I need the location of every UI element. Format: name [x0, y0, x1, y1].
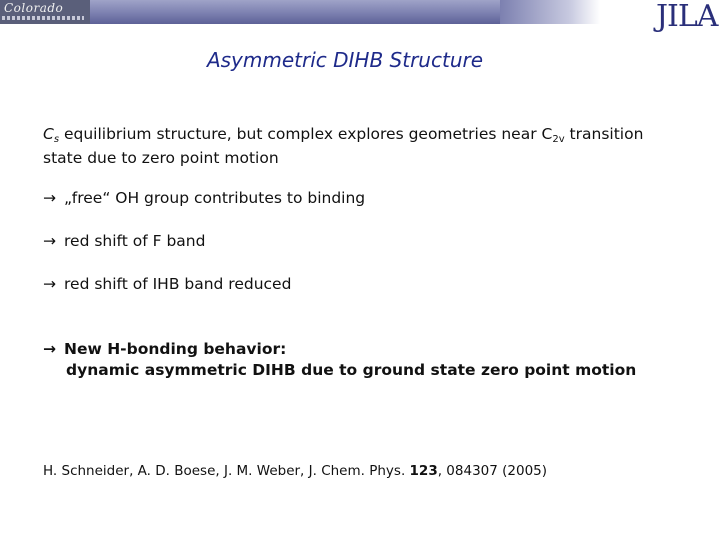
intro-text-end: transition state due to zero point motion: [43, 125, 644, 167]
bullet-text: red shift of IHB band reduced: [64, 275, 292, 293]
header-bar: [0, 0, 720, 24]
intro-paragraph: [43, 122, 663, 170]
header-stripe: [90, 0, 500, 24]
cs-symbol: $C_s$: [43, 125, 60, 145]
jila-logo: JILA: [656, 0, 718, 34]
colorado-logo: [0, 0, 90, 24]
colorado-logo-underline: [2, 16, 84, 20]
bullet-item: [43, 187, 365, 209]
bullet-item: [43, 230, 205, 252]
reference-authors: H. Schneider, A. D. Boese, J. M. Weber, J. Chem. Phys.: [43, 463, 410, 479]
bullet-text: „free“ OH group contributes to binding: [64, 189, 366, 207]
key-point-line1: New H-bonding behavior:: [64, 340, 287, 358]
arrow-right-icon: →: [43, 340, 56, 358]
arrow-right-icon: →: [43, 189, 56, 207]
key-point-line2: dynamic asymmetric DIHB due to ground state zero point motion: [66, 361, 637, 379]
header-stripe-fade: [500, 0, 600, 24]
reference-citation: [43, 463, 547, 479]
bullet-item: [43, 273, 291, 295]
arrow-right-icon: →: [43, 232, 56, 250]
reference-volume: 123: [409, 463, 438, 479]
c2v-subscript: 2v: [552, 134, 565, 145]
key-point: [43, 338, 286, 360]
colorado-logo-text: Colorado: [4, 1, 64, 15]
intro-text-mid: equilibrium structure, but complex explores geometries near C: [59, 125, 553, 143]
arrow-right-icon: →: [43, 275, 56, 293]
bullet-text: red shift of F band: [64, 232, 206, 250]
reference-pages: , 084307 (2005): [437, 463, 548, 479]
slide-title: Asymmetric DIHB Structure: [206, 48, 484, 72]
